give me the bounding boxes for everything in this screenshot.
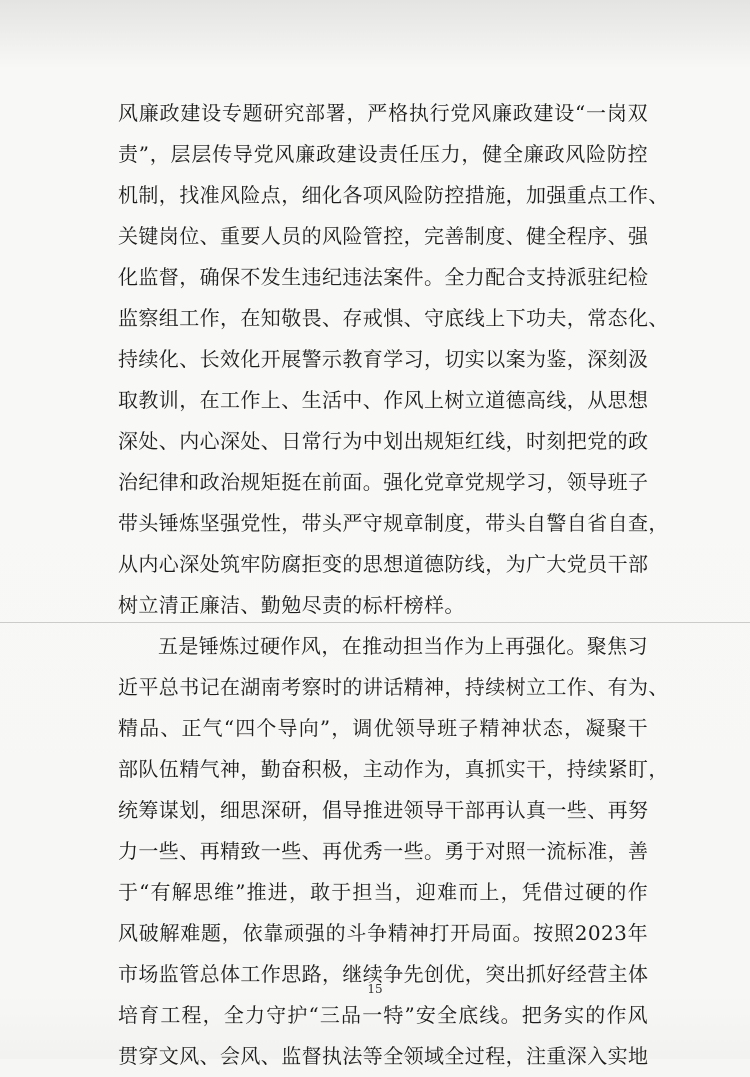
text-line [118,257,648,298]
text-line [118,667,669,708]
text-line [118,749,669,790]
text-line [118,1036,648,1077]
text-line-content: 贯穿文风、会风、监督执法等全领域全过程，注重深入实地 [118,1044,649,1068]
text-line-content: 关键岗位、重要人员的风险管控，完善制度、健全程序、强 [118,224,649,248]
text-line-content: 五是锤炼过硬作风，在推动担当作为上再强化。聚焦习 [158,634,648,658]
text-line-content: 统筹谋划，细思深研，倡导推进领导干部再认真一些、再努 [118,798,649,822]
text-line [118,872,648,913]
text-line [118,544,648,585]
text-line [118,93,648,134]
text-line-content: 取教训，在工作上、生活中、作风上树立道德高线，从思想 [118,388,649,412]
body-text [118,93,669,1077]
text-line [118,339,648,380]
text-line [118,995,648,1036]
text-line [118,175,669,216]
text-line [118,708,648,749]
text-line [118,503,669,544]
text-line-content: 治纪律和政治规矩挺在前面。强化党章党规学习，领导班子 [118,470,649,494]
text-line-content: 于“有解思维”推进，敢于担当，迎难而上，凭借过硬的作 [118,880,648,904]
text-line-content: 精品、正气“四个导向”，调优领导班子精神状态，凝聚干 [118,716,648,740]
text-line-content: 从内心深处筑牢防腐拒变的思想道德防线，为广大党员干部 [118,552,649,576]
text-line-content: 带头锤炼坚强党性，带头严守规章制度，带头自警自省自查， [118,511,669,535]
text-line [118,298,669,339]
text-line [118,134,648,175]
text-line [118,626,648,667]
text-line-content: 监察组工作，在知敬畏、存戒惧、守底线上下功夫，常态化、 [118,306,669,330]
text-line [118,585,648,626]
page-number: 15 [367,982,383,996]
text-line [118,421,648,462]
text-line-content: 部队伍精气神，勤奋积极，主动作为，真抓实干，持续紧盯， [118,757,669,781]
text-line-content: 责”，层层传导党风廉政建设责任压力，健全廉政风险防控 [118,142,648,166]
text-line-content: 持续化、长效化开展警示教育学习，切实以案为鉴，深刻汲 [118,347,649,371]
text-line-content: 树立清正廉洁、勤勉尽责的标杆榜样。 [118,593,465,617]
text-line-content: 风破解难题，依靠顽强的斗争精神打开局面。按照2023年 [118,921,648,945]
scan-shadow [0,0,750,70]
text-line-content: 力一些、再精致一些、再优秀一些。勇于对照一流标准，善 [118,839,649,863]
text-line-content: 深处、内心深处、日常行为中划出规矩红线，时刻把党的政 [118,429,649,453]
text-line [118,913,648,954]
text-line-content: 培育工程，全力守护“三品一特”安全底线。把务实的作风 [118,1003,648,1027]
text-line-content: 风廉政建设专题研究部署，严格执行党风廉政建设“一岗双 [118,101,648,125]
text-line [118,831,648,872]
text-line-content: 化监督，确保不发生违纪违法案件。全力配合支持派驻纪检 [118,265,649,289]
text-line-content: 市场监管总体工作思路，继续争先创优，突出抓好经营主体 [118,962,649,986]
text-line [118,380,648,421]
text-line-content: 机制，找准风险点，细化各项风险防控措施，加强重点工作、 [118,183,669,207]
text-line [118,216,648,257]
text-line [118,790,648,831]
text-line [118,462,648,503]
text-line-content: 近平总书记在湖南考察时的讲话精神，持续树立工作、有为、 [118,675,669,699]
